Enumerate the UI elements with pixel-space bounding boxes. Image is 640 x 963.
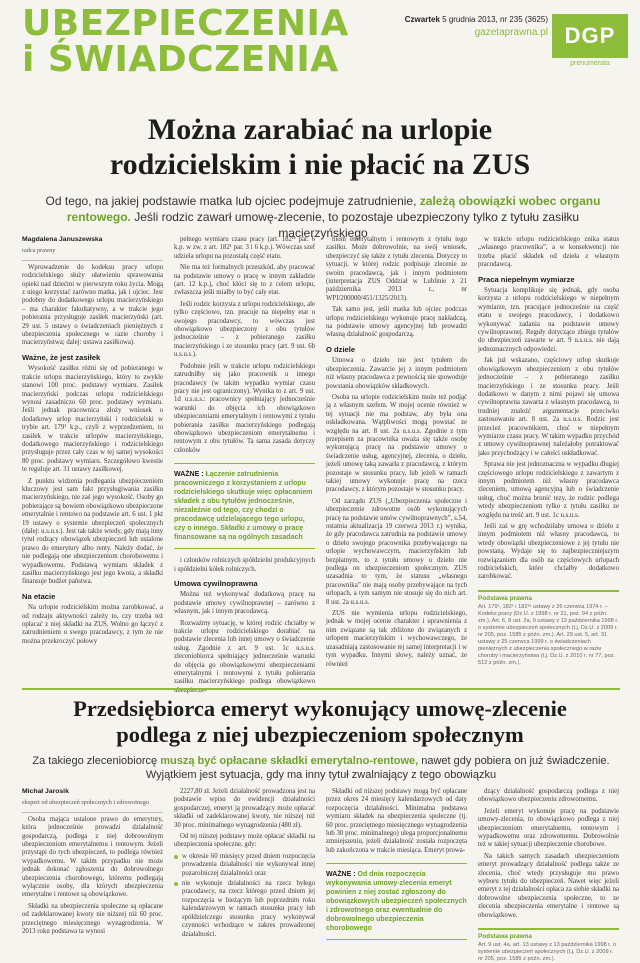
article1-column-2 <box>174 236 315 694</box>
bullet-item <box>174 880 315 939</box>
paragraph: Od zarządu ZUS („Ubezpieczenia społeczne i ubezpieczenie zdrowotne osób wykonujących pracę na podstawie umów cywilnoprawnych”, s.54, ostatnia aktualizacja 19 czerwca 2013 r.) wynika, że gdy pracodawca zatrudnia na podstawie umowy o dzieło swojego pracownika przebywającego na urlopie wychowawczym, macierzyńskim lub bezpłatnym, to z tytułu umowy o dzieło nie podlega on ubezpieczeniom społecznym. ZUS uzasadnia to tym, że statusu „własnego pracownika” nie mają osoby przebywające na tych urlopach, a tym samym nie stosuje się do nich art. 8 ust. 2a u.s.u.s. <box>326 497 467 606</box>
paragraph: Nie ma też formalnych przeszkód, aby pracować na podstawie umowy o pracę w innym zakładzie (art. 12 k.p.), choć kłóci się to z celem urlopu, zwłaszcza jeśli miałby to być cały etat. <box>174 264 315 297</box>
paragraph: Tak samo jest, jeśli matka lub ojciec podczas urlopu rodzicielskiego wykonuje pracę nakładczą, na podstawie umowy agencyjnej lub prowadzi własną działalność gospodarczą. <box>326 306 467 339</box>
paragraph: Wprowadzenie do kodeksu pracy urlopu rodzicielskiego służy ułatwieniu sprawowania opieki nad dziećmi w pierwszym roku życia. Mogą z niego korzystać zarówno matka, jak i ojciec. Jest podobny do dodatkowego urlopu macierzyńskiego – ma charakter fakultatywny, a w trakcie jego pobierania przysługuje zasiłek macierzyński (art. 29 ust. 5 ustawy o świadczeniach pieniężnych z ubezpieczenia społecznego w razie choroby i macierzyństwa; dalej: ustawa zasiłkowa). <box>22 263 163 347</box>
pullquote-label: WAŻNE : <box>174 471 204 479</box>
paragraph: w trakcie urlopu rodzicielskiego znika status „własnego pracownika”, a w konsekwencji nie trzeba płacić składek od dzieła z własnym pracodawcą. <box>478 236 619 269</box>
paragraph: i członków rolniczych spółdzielni produkcyjnych i spółdzielni kółek rolniczych. <box>174 557 315 573</box>
article2-headline <box>0 696 640 748</box>
article2-column-3 <box>326 788 467 933</box>
article2-body <box>22 788 622 963</box>
bullet-text: w okresie 60 miesięcy przed dniem rozpoczęcia prowadzenia działalności nie wykonywał innej pozarolniczej działalności oraz <box>182 852 315 877</box>
paragraph: Składki od niższej podstawy mogą być opłacane przez okres 24 miesięcy kalendarzowych od daty rozpoczęcia działalności. Minimalna podstawa wymiaru składek na ubezpieczenia społeczne (tj. 60 proc. przeciętnego miesięcznego wynagrodzenia lub 30 proc. minimalnego) ulega proporcjonalnemu zmniejszeniu, jeżeli działalność została rozpoczęta lub zakończona w trakcie miesiąca. Emeryt prowa- <box>326 788 467 854</box>
article1-column-4 <box>478 236 619 684</box>
article1-headline-line1: Można zarabiać na urlopie <box>147 113 493 146</box>
logo-subtitle: prenumerata <box>570 60 610 67</box>
pullquote <box>174 463 315 549</box>
article1-lead-highlight: zależą obowiązki wobec organu rentowego. <box>66 194 601 224</box>
article1-lead-text-end: Jeśli rodzic zawarł umowę-zlecenie, to pozostaje ubezpieczony tylko z tytułu zasiłku macierzyńskiego <box>134 210 580 240</box>
article2-lead <box>24 754 618 782</box>
paragraph: Rozważmy sytuację, w której rodzic chciałby w trakcie urlopu rodzicielskiego dorabiać na podstawie zlecenia lub innej umowy o świadczenie usług. Zgodnie z art. 9 ust. 1c u.s.u.s. zleceniobiorca spełniający jednocześnie warunki do objęcia go obowiązkowymi ubezpieczeniami emerytalnymi i rentowymi z tytułu pobierania zasiłku macierzyńskiego podlega obowiązkowo ubezpiecze- <box>174 619 315 694</box>
paragraph: Na takich samych zasadach ubezpieczeniom emeryt prowadzący działalność podlega także ze zlecenia, choć wtedy przysługuje mu prawo wyboru tytułu do ubezpieczeń. Nawet więc jeżeli emeryt z tej działalności opłaca za siebie składki na dobrowolne ubezpieczenia społeczne, to ze zlecenia ubezpieczenia emerytalne i rentowe są obowiązkowe. <box>478 852 619 919</box>
masthead <box>0 0 640 92</box>
article2-column-1 <box>22 788 163 936</box>
paragraph: Osoba na urlopie rodzicielskim może też podjąć ją z własnym szefem. W mojej ocenie również w tej sytuacji nie ma podstaw, aby była ona oskładkowana. Wątpliwości mogą powstać ze względu na art. 8 ust. 2a u.s.u.s. Zgodnie z tym przepisem za pracownika uważa się także osobę wykonującą pracę na podstawie umowy o świadczenie usług, agencyjnej, zlecenia, o dzieło, jeżeli umowę taką zawarła z pracodawcą, z którym pozostaje w stosunku pracy, lub jeżeli w ramach takiej umowy wykonuje pracę na rzecz pracodawcy, z którym pozostaje w stosunku pracy. <box>326 393 467 494</box>
article2-lead-text: Za takiego zleceniobiorcę <box>32 755 158 767</box>
legal-basis-box <box>478 928 619 963</box>
pullquote <box>326 863 467 940</box>
paragraph: Na urlopie rodzicielskim można zarobkować, a od rodzaju aktywności zależy to, czy trzeba też opłacać z niej składki na ZUS. Wolno go łączyć z zatrudnieniem u swego pracodawcy, z tym że nie można przekroczyć połowy <box>22 604 163 645</box>
paragraph: Składki na ubezpieczenia społeczne są opłacane od zadeklarowanej kwoty nie niższej niż 60 proc. przeciętnego miesięcznego wynagrodzenia. W 2013 roku podstawa ta wynosi <box>22 902 163 936</box>
article2-column-4 <box>478 788 619 963</box>
legal-basis-text: Art. 179¹, 182¹ i 182¹ᵉ ustawy z 26 czerwca 1974 r. – Kodeks pracy (Dz.U. z 1998 r. nr 21, poz. 94 z późn. zm.). Art. 6, 8 ust. 2a, 9 ustawy z 13 października 1998 r. o systemie ubezpieczeń społecznych (t.j. Dz.U. z 2009 r. nr 205, poz. 1585 z późn. zm.). Art. 29 ust. 5, art. 31 ustawy z 25 czerwca 1999 r. o świadczeniach pieniężnych z ubezpieczenia społecznego w razie choroby i macierzyństwa (t.j. Dz.U. z 2010 r. nr 77, poz. 512 z późn. zm.). <box>478 603 619 666</box>
section-title <box>22 3 349 80</box>
dgp-logo: DGP <box>552 14 628 58</box>
article2-headline-line1: Przedsiębiorca emeryt wykonujący umowę-zlecenie <box>73 696 567 721</box>
paragraph: ZUS nie wymienia urlopu rodzicielskiego, jednak w mojej ocenie charakter i uprawnienia z nim związane są tak zbliżone do związanych z urlopem macierzyńskim i wychowawczego, że uzasadniają zastosowanie tej samej interpretacji i w tym wypadku. Innymi słowy, należy uznać, że również <box>326 610 467 668</box>
article1-body <box>22 236 622 694</box>
paragraph: Można też wykonywać dodatkową pracę na podstawie umowy cywilnoprawnej – zarówno z własnym, jak i innym pracodawcą. <box>174 591 315 616</box>
legal-basis-title: Podstawa prawna <box>478 594 532 602</box>
bullet-icon <box>174 855 178 859</box>
paragraph: Umowa o dzieło nie jest tytułem do ubezpieczenia. Zawarcie jej z innym podmiotem niż własny pracodawca z pewnością nie spowoduje powstania obowiązków składkowych. <box>326 357 467 390</box>
website-link[interactable]: gazetaprawna.pl <box>474 27 548 38</box>
legal-basis-title: Podstawa prawna <box>478 933 532 941</box>
paragraph: dzący działalność gospodarczą podlega z niej obowiązkowo ubezpieczeniu zdrowotnemu. <box>478 788 619 804</box>
section-title-line1: UBEZPIECZENIA <box>22 3 349 44</box>
issue-info <box>405 14 548 38</box>
article2-lead-highlight: muszą być opłacane składki emerytalno-rentowe, <box>160 755 419 767</box>
paragraph: Osoba mająca ustalone prawo do emerytury, która jednocześnie prowadzi działalność gospodarczą, podlega z niej dobrowolnym ubezpieczeniom emerytalnemu i rentowym. Jeżeli przystąpi do tych ubezpieczeń, to podlega również wypadkowemu. W takim przypadku nie może jednak dokonać zgłoszenia do dobrowolnego ubezpieczenia chorobowego, któremu podlegają wyłącznie osoby, dla których ubezpieczenia emerytalne i rentowe są obowiązkowe. <box>22 815 163 899</box>
article1-lead-text: Od tego, na jakiej podstawie matka lub ojciec podejmuje zatrudnienie, <box>45 194 417 208</box>
article1-column-1 <box>22 236 163 684</box>
section-title-line2: i ŚWIADCZENIA <box>22 39 339 80</box>
legal-basis-box <box>478 590 619 667</box>
bullet-list <box>174 853 315 939</box>
article2-lead-text-end: nawet gdy pobiera on już świadczenie. Wyjątkiem jest sytuacja, gdy ma inny tytuł zwalniający z tego obowiązku <box>145 755 610 781</box>
pullquote-text: Łączenie zatrudnienia pracowniczego z korzystaniem z urlopu rodzicielskiego skutkuje więc opłacaniem składek z obu tytułów jednocześnie, niezależnie od tego, czy chodzi o pracodawcę udzielającego tego urlopu, czy o innego. Składki z umowy o pracę finansowane są na ogólnych zasadach <box>174 471 313 542</box>
paragraph: niom emerytalnym i rentowym z tytułu tego zasiłku. Może dobrowolnie, na swój wniosek, ubezpieczyć się także z tytułu zlecenia. Dotyczy to sytuacji, w której rodzic podpisuje zlecenie ze swoim pracodawcą, jak i innym podmiotem (interpretacja ZUS Oddział w Lublinie z 21 października 2013 r., nr WPI/200000/451/1325/2013). <box>326 236 467 302</box>
article1-lead <box>28 193 618 241</box>
paragraph: Sprawa nie jest jednoznaczna w wypadku długiej częściowego urlopu rodzicielskiego z zawartym z innym podmiotem niż własny pracodawca zleceniem, umową agencyjną lub o świadczenie usług, choć można bronić tezy, że rodzic podlega wtedy ubezpieczeniom tylko z tytułu zasiłku ze względu na treść art. 9 ust. 1c u.s.u.s. <box>478 461 619 519</box>
pullquote-text: Od dnia rozpoczęcia wykonywania umowy-zlecenia emeryt powinien z niej zostać zgłoszony do obowiązkowych ubezpieczeń społecznych i zdrowotnego oraz ewentualnie do dobrowolnego ubezpieczenia chorobowego <box>326 871 467 933</box>
subheading: Na etacie <box>22 591 56 601</box>
subheading: Ważne, że jest zasiłek <box>22 352 101 362</box>
article-divider <box>22 688 620 690</box>
paragraph: Jeśli zaś w grę wchodziłaby umowa o dzieło z innym podmiotem niż własny pracodawca, to wtedy obowiązki ubezpieczeniowe z jej tytułu nie powstaną. Wydaje się to najbezpieczniejszym rozwiązaniem dla osób na częściowych urlopach rodzicielskich, które chciałby dodatkowo zarobkować. <box>478 523 619 581</box>
subheading: O dziele <box>326 344 356 354</box>
paragraph: pełnego wymiaru czasu pracy (art. 182¹ᵉ par. 6 k.p. w zw. z art. 182¹ par. 3 i 6 k.p.). Wówczas szef udziela urlopu na pozostałą część etatu. <box>174 236 315 260</box>
subheading: Umowa cywilnoprawna <box>174 578 258 588</box>
paragraph: Od tej niższej podstawy może opłacać składki na ubezpieczenia społeczne, gdy: <box>174 833 315 849</box>
article2-author-role: ekspert od ubezpieczeń społecznych i zdrowotnego <box>22 799 163 812</box>
article1-author: Magdalena Januszewska <box>22 236 103 243</box>
pullquote-label: WAŻNE : <box>326 871 356 879</box>
paragraph: Podobnie jeśli w trakcie urlopu rodzicielskiego zatrudniłby się jako pracownik u innego pracodawcy (w takim wypadku wymiar czasu pracy nie jest ograniczony). Wynika to z art. 9 ust. 1d u.s.u.s.: pracownicy spełniający jednocześnie warunki do objęcia ich obowiązkowo ubezpieczeniami emerytalnym i rentowymi z tytułu pobierania zasiłku macierzyńskiego podlegają obowiązkowo ubezpieczeniom emerytalnemu i rentowym z obu tytułów. Ta sama zasada dotyczy członków <box>174 362 315 454</box>
legal-basis-text: Art. 9 ust. 4a, art. 13 ustawy z 13 października 1998 r. o systemie ubezpieczeń społecznych (t.j. Dz.U. z 2009 r. nr 205, poz. 1585 z późn. zm.). <box>478 942 617 963</box>
issue-day: Czwartek <box>404 15 440 24</box>
paragraph: Jeżeli emeryt wykonuje pracę na podstawie umowy-zlecenia, to obowiązkowo podlega z niej ubezpieczeniom emerytalnemu, rentowym i wypadkowemu oraz zdrowotnemu. Dobrowolnie też w takiej sytuacji ubezpieczenie chorobowe. <box>478 807 619 849</box>
paragraph: Sytuacja komplikuje się jednak, gdy osoba korzysta z urlopu rodzicielskiego w niepełnym wymiarze, tzn. pracujące jednocześnie na część etatu u swojego pracodawcy, i dodatkowo wykonywać zadania na podstawie umowy cywilnoprawnej. Reguły dotyczące zbiegu tytułów do ubezpieczeń zawarte w art. 9 u.s.u.s. nie dają jednoznacznych odpowiedzi. <box>478 287 619 353</box>
paragraph: 2227,80 zł. Jeżeli działalność prowadzona jest na podstawie wpisu do ewidencji działalności gospodarczej, emeryt ją prowadzący może opłacać składki od zadeklarowanej kwoty, nie niższej niż 30 proc. minimalnego wynagrodzenia (480 zł). <box>174 788 315 829</box>
article1-headline-line2: rodzicielskim i nie płacić na ZUS <box>109 148 531 181</box>
subheading: Praca niepełnym wymiarze <box>478 274 575 284</box>
paragraph: Jeśli rodzic korzysta z urlopu rodzicielskiego, ale tylko częściowo, tzn. pracuje na niepełny etat u swojego pracodawcy, to wówczas jest obowiązkowo ubezpieczony z obu tytułów jednocześnie – z pobieranego zasiłku macierzyńskiego i ze stosunku pracy (art. 9 ust. 6b u.s.u.s.). <box>174 300 315 359</box>
bullet-item <box>174 853 315 878</box>
article2-headline-line2: podlega z niej ubezpieczeniom społecznym <box>116 722 524 747</box>
bullet-text: nie wykonuje działalności na rzecz byłego pracodawcy, na rzecz którego przed dniem jej rozpoczęcia w bieżącym lub poprzednim roku kalendarzowym w ramach stosunku pracy lub spółdzielczego stosunku pracy wykonywał czynności wchodzące w zakres prowadzonej działalności. <box>182 880 315 938</box>
bullet-icon <box>174 882 178 886</box>
paragraph: Wysokość zasiłku różni się od pobieranego w trakcie urlopu macierzyńskiego, który to zwykle stanowi 100 proc. podstawy wymiaru. Zasiłek macierzyński podczas urlopu rodzicielskiego wynosi zasadniczo 60 proc. podstawy wymiaru. Jeśli jednak pracownica złoży wniosek o dodatkowy urlop macierzyński i rodzicielski w trybie art. 179¹ k.p., czyli z wyprzedzeniem, to zasiłek w trakcie urlopów macierzyńskiego, dodatkowego macierzyńskiego i rodzicielskiego przysługuje przez cały czas w tej samej wysokości 80 proc. podstawy wymiaru. Szczegółowo kwestie te reguluje art. 31 ustawy zasiłkowej. <box>22 365 163 474</box>
article1-column-3 <box>326 236 467 684</box>
paragraph: Z punktu widzenia podlegania ubezpieczeniom kluczowy jest sam fakt przysługiwania zasiłku macierzyńskiego, nie zaś jego wysokość. Osoby go pobierające są bowiem obowiązkowo ubezpieczone emerytalnie i rentowo na podstawie art. 6 ust. 1 pkt 19 ustawy o systemie ubezpieczeń społecznych (dalej: u.s.u.s.). Jest tak także wtedy, gdy mają inny tytuł rodzący obowiązek ubezpieczeń lub ustalone prawo do emerytury albo renty. Należy dodać, że nie podlegają one ubezpieczeniom chorobowemu i wypadkowemu. Podstawą wymiaru składek z zasiłku macierzyńskiego jest jego kwota, a składki finansuje budżet państwa. <box>22 477 163 586</box>
issue-details: 5 grudnia 2013, nr 235 (3625) <box>442 15 548 24</box>
article1-author-role: radca prawny <box>22 247 163 260</box>
article2-column-2 <box>174 788 315 938</box>
paragraph: Jak już wskazano, częściowy urlop skutkuje obowiązkowym ubezpieczeniem z obu tytułów jednocześnie – z pobieranego zasiłku macierzyńskiego i ze stosunku pracy. Jeśli dodatkowo w danym z nimi pojawi się umowa cywilnoprawna zawarta z własnym pracodawcą, to trudniej znaleźć argumentacje przeciwko zastosowaniu art. 8 ust. 2a u.s.u.s. Rodzic jest przecież pracownikiem, choć w niepełnym wymiarze czasu pracy. W takim wypadku przychód z umowy cywilnoprawnej należałoby potraktować jako przychodzący i w całości oskładkować. <box>478 357 619 457</box>
article2-author: Michał Jarosik <box>22 788 69 795</box>
article1-headline <box>0 112 640 182</box>
